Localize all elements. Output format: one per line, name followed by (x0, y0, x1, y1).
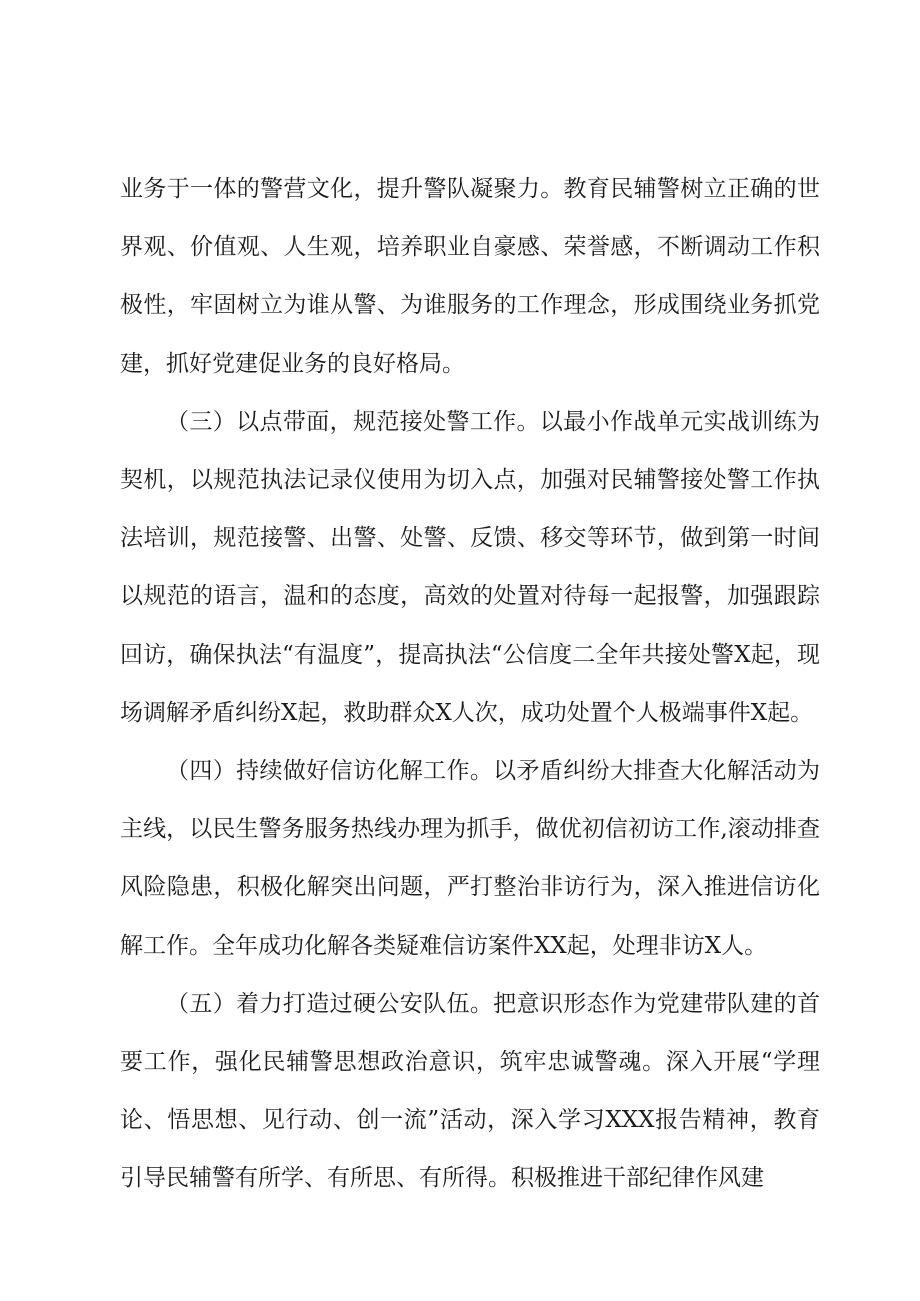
paragraph-section-five: （五）着力打造过硬公安队伍。把意识形态作为党建带队建的首要工作，强化民辅警思想政治意识，筑牢忠诚警魂。深入开展“学理论、悟思想、见行动、创一流”活动，深入学习XXX报告精神，教育引导民辅警有所学、有所思、有所得。积极推进干部纪律作风建 (120, 990, 820, 1192)
paragraph-section-four: （四）持续做好信访化解工作。以矛盾纠纷大排查大化解活动为主线，以民生警务服务热线办理为抓手，做优初信初访工作,滚动排查风险隐患，积极化解突出问题，严打整治非访行为，深入推进信访化解工作。全年成功化解各类疑难信访案件XX起，处理非访X人。 (120, 758, 820, 959)
paragraph-section-three: （三）以点带面，规范接处警工作。以最小作战单元实战训练为契机，以规范执法记录仪使用为切入点，加强对民辅警接处警工作执法培训，规范接警、出警、处警、反馈、移交等环节，做到第一时间以规范的语言，温和的态度，高效的处置对待每一起报警，加强跟踪回访，确保执法“有温度”，提高执法“公信度二全年共接处警X起，现场调解矛盾纠纷X起，救助群众X人次，成功处置个人极端事件X起。 (120, 408, 820, 726)
document-body (120, 160, 820, 1208)
paragraph-continuation: 业务于一体的警营文化，提升警队凝聚力。教育民辅警树立正确的世界观、价值观、人生观，培养职业自豪感、荣誉感，不断调动工作积极性，牢固树立为谁从警、为谁服务的工作理念，形成围绕业务抓党建，抓好党建促业务的良好格局。 (120, 176, 820, 377)
